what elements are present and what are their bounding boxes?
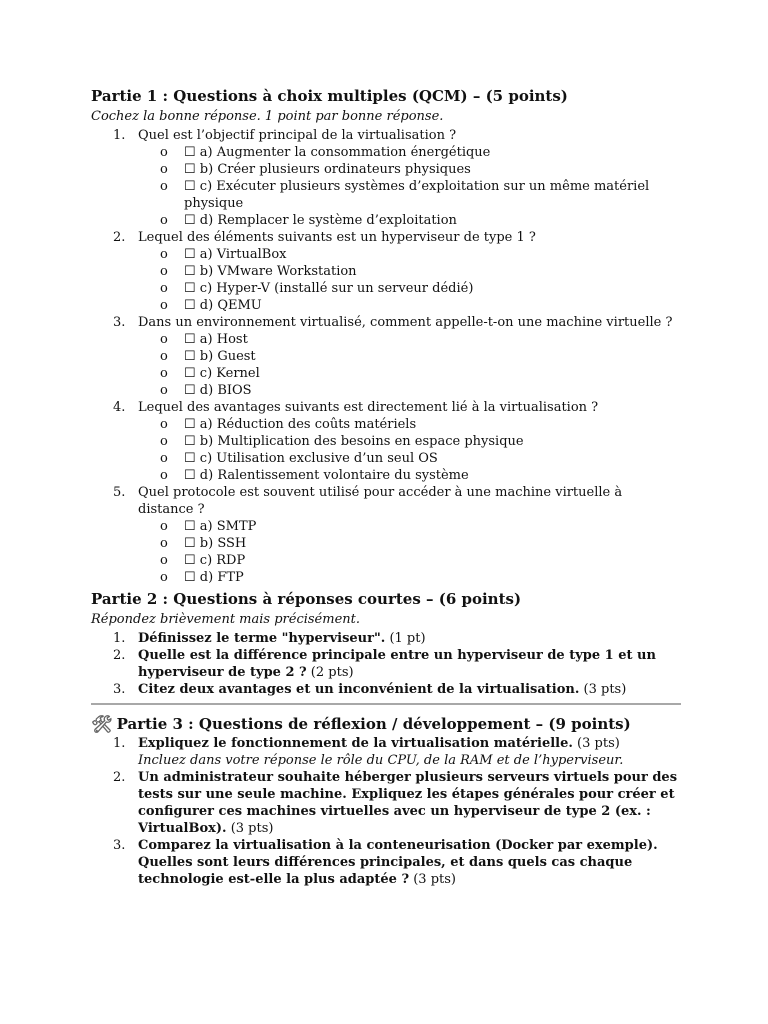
option-item[interactable] (91, 212, 681, 229)
part1-question-list (91, 127, 681, 586)
part2-instruction: Répondez brièvement mais précisément. (91, 612, 360, 627)
bullet-o: o (160, 366, 168, 381)
qcm-question-1 (91, 127, 681, 144)
option-text: ☐ b) Créer plusieurs ordinateurs physiques (184, 162, 471, 177)
option-text: ☐ d) Remplacer le système d’exploitation (184, 213, 457, 228)
question-number: 2. (113, 770, 126, 785)
bullet-o: o (160, 536, 168, 551)
qcm-options-4 (91, 416, 681, 484)
bullet-o: o (160, 179, 168, 194)
option-text: ☐ a) Host (184, 332, 248, 347)
option-text: ☐ b) Guest (184, 349, 256, 364)
option-item[interactable] (91, 331, 681, 348)
option-item[interactable] (91, 433, 681, 450)
question-number: 2. (113, 648, 126, 663)
bullet-o: o (160, 264, 168, 279)
bullet-o: o (160, 281, 168, 296)
option-item[interactable] (91, 365, 681, 382)
option-item[interactable] (91, 535, 681, 552)
bullet-o: o (160, 162, 168, 177)
exam-page (91, 86, 681, 888)
option-item[interactable] (91, 178, 681, 212)
option-text: ☐ a) Réduction des coûts matériels (184, 417, 417, 432)
tools-icon: 🛠 (91, 715, 113, 735)
option-text: ☐ b) SSH (184, 536, 247, 551)
bullet-o: o (160, 213, 168, 228)
question-text: Lequel des éléments suivants est un hyperviseur de type 1 ? (138, 230, 536, 245)
section-divider (91, 703, 681, 705)
question-points: (3 pts) (413, 872, 456, 887)
option-item[interactable] (91, 382, 681, 399)
option-text: ☐ c) Kernel (184, 366, 260, 381)
bullet-o: o (160, 145, 168, 160)
option-item[interactable] (91, 263, 681, 280)
reflection-question-2 (91, 769, 681, 837)
option-item[interactable] (91, 450, 681, 467)
option-item[interactable] (91, 467, 681, 484)
option-item[interactable] (91, 552, 681, 569)
option-text: ☐ c) Hyper-V (installé sur un serveur dédié) (184, 281, 474, 296)
bullet-o: o (160, 247, 168, 262)
bullet-o: o (160, 451, 168, 466)
question-points: (3 pts) (577, 736, 620, 751)
option-item[interactable] (91, 246, 681, 263)
short-question-2 (91, 647, 681, 681)
bullet-o: o (160, 468, 168, 483)
question-number: 1. (113, 128, 126, 143)
bullet-o: o (160, 434, 168, 449)
question-number: 3. (113, 315, 126, 330)
question-number: 3. (113, 682, 126, 697)
qcm-question-4 (91, 399, 681, 416)
option-item[interactable] (91, 161, 681, 178)
option-text: ☐ b) Multiplication des besoins en espace physique (184, 434, 524, 449)
question-text: Quel est l’objectif principal de la virtualisation ? (138, 128, 457, 143)
option-text: ☐ c) RDP (184, 553, 246, 568)
bullet-o: o (160, 298, 168, 313)
reflection-question-1 (91, 735, 681, 769)
short-question-3 (91, 681, 681, 698)
option-text: ☐ d) QEMU (184, 298, 262, 313)
option-text: ☐ c) Exécuter plusieurs systèmes d’exploitation sur un même matériel physique (184, 179, 650, 211)
question-text: Quelle est la différence principale entre un hyperviseur de type 1 et un hyperviseur de type 2 ? (138, 648, 656, 680)
option-text: ☐ d) Ralentissement volontaire du système (184, 468, 469, 483)
question-text: Comparez la virtualisation à la conteneurisation (Docker par exemple). Quelles sont leurs différences principales, et dans quels cas chaque technologie est-elle la plus adaptée ? (138, 838, 658, 887)
option-item[interactable] (91, 569, 681, 586)
question-points: (2 pts) (310, 665, 354, 680)
question-hint: Incluez dans votre réponse le rôle du CPU, de la RAM et de l’hyperviseur. (138, 753, 624, 768)
question-text: Définissez le terme "hyperviseur". (138, 631, 386, 646)
option-text: ☐ b) VMware Workstation (184, 264, 357, 279)
part3-question-list (91, 735, 681, 888)
question-number: 1. (113, 631, 126, 646)
bullet-o: o (160, 553, 168, 568)
question-text: Un administrateur souhaite héberger plusieurs serveurs virtuels pour des tests sur une seule machine. Expliquez les étapes générales pour créer et configurer ces machines virtuelles avec un hyperviseur de type 2 (ex. : VirtualBox). (138, 770, 678, 836)
part3-heading (91, 714, 681, 735)
question-points: (3 pts) (583, 682, 627, 697)
bullet-o: o (160, 383, 168, 398)
question-number: 2. (113, 230, 126, 245)
option-text: ☐ a) SMTP (184, 519, 257, 534)
part2-question-list (91, 630, 681, 698)
option-item[interactable] (91, 297, 681, 314)
part2-title: Partie 2 : Questions à réponses courtes – (6 points) (91, 590, 522, 608)
option-text: ☐ a) Augmenter la consommation énergétique (184, 145, 491, 160)
qcm-options-1 (91, 144, 681, 229)
question-points: (1 pt) (389, 631, 426, 646)
part3-title: Partie 3 : Questions de réflexion / développement – (9 points) (116, 715, 631, 733)
bullet-o: o (160, 417, 168, 432)
qcm-options-5 (91, 518, 681, 586)
bullet-o: o (160, 332, 168, 347)
qcm-options-3 (91, 331, 681, 399)
qcm-options-2 (91, 246, 681, 314)
option-text: ☐ c) Utilisation exclusive d’un seul OS (184, 451, 438, 466)
reflection-question-3 (91, 837, 681, 888)
option-item[interactable] (91, 518, 681, 535)
question-text: Lequel des avantages suivants est directement lié à la virtualisation ? (138, 400, 599, 415)
question-number: 3. (113, 838, 126, 853)
part1-instruction: Cochez la bonne réponse. 1 point par bonne réponse. (91, 109, 444, 124)
question-text: Expliquez le fonctionnement de la virtualisation matérielle. (138, 736, 573, 751)
question-text: Citez deux avantages et un inconvénient de la virtualisation. (138, 682, 580, 697)
short-question-1 (91, 630, 681, 647)
qcm-question-5 (91, 484, 681, 518)
qcm-question-3 (91, 314, 681, 331)
option-item[interactable] (91, 144, 681, 161)
qcm-question-2 (91, 229, 681, 246)
option-text: ☐ d) FTP (184, 570, 244, 585)
option-text: ☐ d) BIOS (184, 383, 252, 398)
option-text: ☐ a) VirtualBox (184, 247, 287, 262)
bullet-o: o (160, 570, 168, 585)
option-item[interactable] (91, 280, 681, 297)
question-text: Dans un environnement virtualisé, comment appelle-t-on une machine virtuelle ? (138, 315, 673, 330)
question-text: Quel protocole est souvent utilisé pour accéder à une machine virtuelle à distance ? (138, 485, 623, 517)
option-item[interactable] (91, 416, 681, 433)
question-number: 5. (113, 485, 126, 500)
bullet-o: o (160, 349, 168, 364)
question-number: 4. (113, 400, 126, 415)
bullet-o: o (160, 519, 168, 534)
question-number: 1. (113, 736, 126, 751)
question-points: (3 pts) (230, 821, 274, 836)
part1-title: Partie 1 : Questions à choix multiples (QCM) – (5 points) (91, 87, 568, 105)
option-item[interactable] (91, 348, 681, 365)
